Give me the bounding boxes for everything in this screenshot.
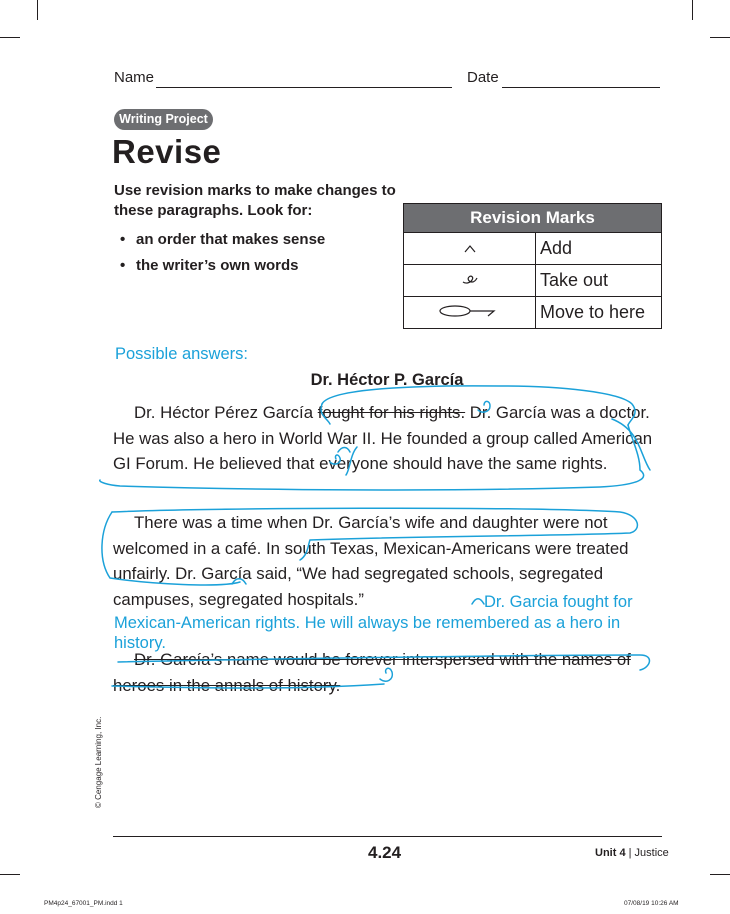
paragraph-1-text: Dr. García was a doctor. He was also a hero in World War II. He founded a group called American GI Forum. He believed that everyone should have the same rights. — [113, 403, 653, 473]
struck-text: fought for his rights. — [317, 403, 466, 422]
bracket-2 — [346, 447, 357, 475]
footer-rule — [113, 836, 662, 837]
page-title: Revise — [112, 133, 222, 170]
copyright-note: © Cengage Learning, Inc. — [94, 716, 103, 808]
bracket-1 — [612, 419, 650, 470]
paragraph-2: There was a time when Dr. García’s wife and daughter were not welcomed in a café. In south Texas, Mexican-Americans were treated unfairly. Dr. García said, “We had segregated schools, segregated campuses, segregated hospitals.” — [113, 513, 629, 609]
take-out-mark-2 — [330, 455, 340, 464]
revision-marks-title: Revision Marks — [404, 204, 662, 233]
file-slug: PM4p24_67001_PM.indd 1 — [44, 900, 123, 907]
writing-project-badge: Writing Project — [114, 109, 213, 130]
page-number: 4.24 — [368, 843, 402, 862]
bullet-item: • the writer’s own words — [120, 253, 325, 279]
caret-3 — [472, 599, 484, 604]
move-circle-1b — [321, 404, 330, 424]
story-title: Dr. Héctor P. García — [310, 371, 464, 389]
revision-mark-name: Take out — [536, 265, 662, 297]
move-circle-2b — [102, 512, 240, 585]
possible-answers-label: Possible answers: — [115, 345, 248, 363]
bullet-item: • an order that makes sense — [120, 227, 325, 253]
move-circle-2 — [112, 508, 637, 560]
name-label: Name — [114, 69, 155, 86]
revision-mark-name: Add — [536, 233, 662, 265]
date-label: Date — [467, 69, 499, 86]
caret-1 — [338, 448, 350, 453]
move-arrow-1 — [100, 425, 644, 490]
instructions: Use revision marks to make changes to these paragraphs. Look for: — [114, 182, 396, 219]
inserted-answer-text: Dr. Garcia fought for Mexican-American rights. He will always be remembered as a hero in history. — [114, 593, 633, 652]
timestamp-slug: 07/08/19 10:26 AM — [624, 900, 679, 907]
take-out-mark-1 — [478, 401, 490, 412]
unit-label: Unit 4 | Justice — [595, 847, 669, 859]
take-out-mark-3 — [380, 668, 392, 681]
move-circle-1 — [322, 386, 635, 425]
paragraph-1-text: Dr. Héctor Pérez García — [134, 403, 314, 422]
strike-loop-3b — [112, 684, 384, 688]
paragraph-3-struck: Dr. García’s name would be forever interspersed with the names of heroes in the annals of history. — [113, 650, 631, 695]
strike-loop-3 — [118, 655, 649, 670]
revision-mark-name: Move to here — [536, 297, 662, 329]
